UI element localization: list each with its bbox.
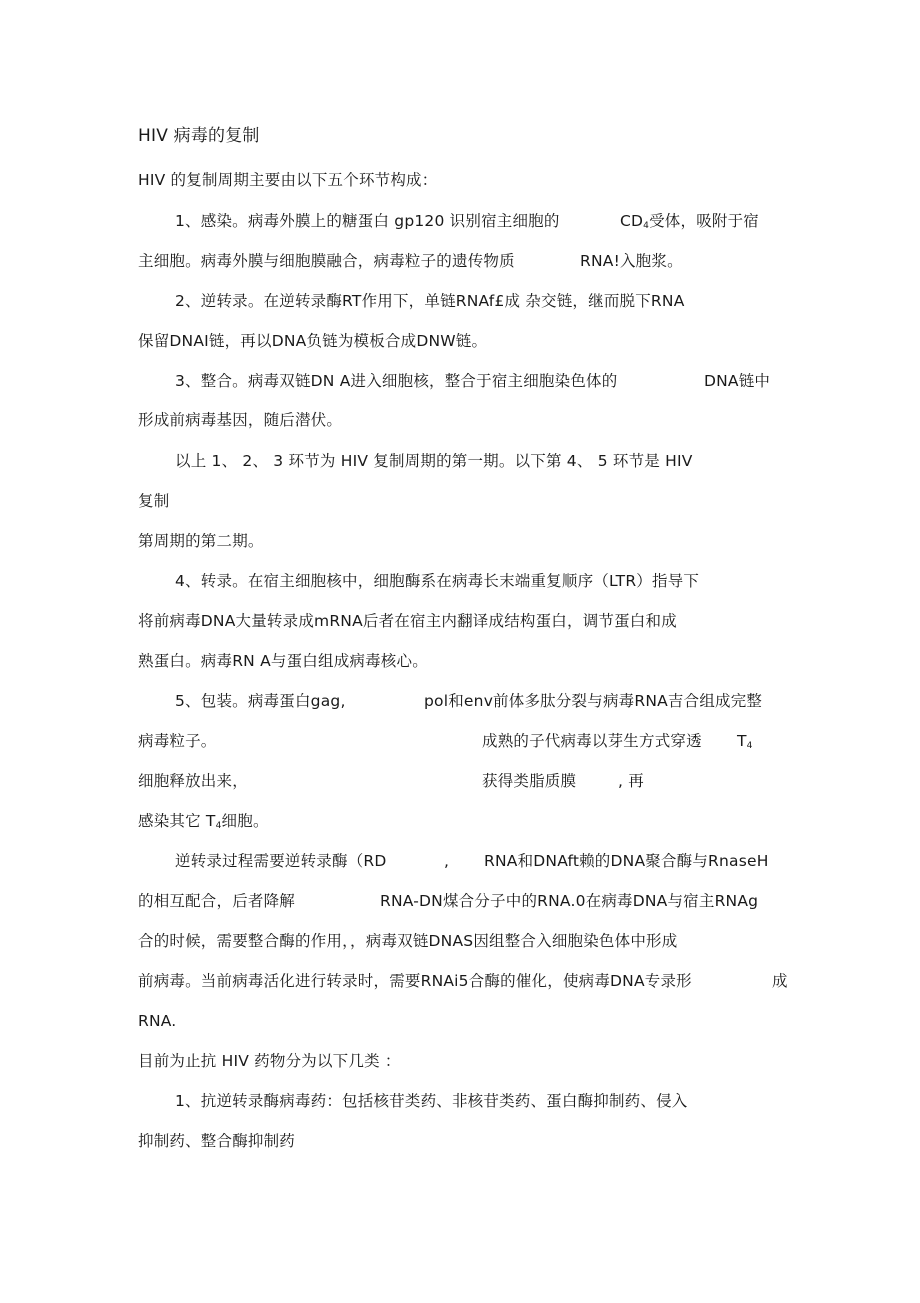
para3-line1-part1: 3、整合。病毒双链DN A进入细胞核，整合于宿主细胞染色体的 bbox=[175, 372, 618, 390]
para7-line4-part2: 成 bbox=[772, 972, 788, 990]
para7-line1-part1: 逆转录过程需要逆转录酶（RD bbox=[175, 852, 387, 870]
para3-line2: 形成前病毒基因，随后潜伏。 bbox=[138, 411, 343, 429]
para5-line2: 将前病毒DNA大量转录成mRNA后者在宿主内翻译成结构蛋白，调节蛋白和成 bbox=[138, 612, 677, 630]
para7-line1-part3: RNA和DNAft赖的DNA聚合酶与RnaseH bbox=[484, 852, 769, 870]
para7-line2-part2: RNA-DN煤合分子中的RNA.0在病毒DNA与宿主RNAg bbox=[380, 892, 759, 910]
para2-line1: 2、逆转录。在逆转录酶RT作用下，单链RNAf£成 杂交链，继而脱下RNA bbox=[175, 292, 685, 310]
para7-line3: 合的时候，需要整合酶的作用，，病毒双链DNAS因组整合入细胞染色体中形成 bbox=[138, 932, 678, 950]
para6-line4: 感染其它 $T_4$细胞。 bbox=[138, 812, 269, 831]
para6-line1-part1: 5、包装。病毒蛋白gag, bbox=[175, 692, 346, 710]
para1-line2-part1: 主细胞。病毒外膜与细胞膜融合，病毒粒子的遗传物质 bbox=[138, 252, 515, 270]
document-title: HIV 病毒的复制 bbox=[138, 126, 260, 146]
para6-line2-part3: $T_4$ bbox=[737, 732, 753, 751]
intro-line: HIV 的复制周期主要由以下五个环节构成： bbox=[138, 171, 438, 189]
para2-line2: 保留DNAI链，再以DNA负链为模板合成DNW链。 bbox=[138, 332, 488, 350]
para6-line3-part1: 细胞释放出来， bbox=[138, 772, 248, 790]
para7-line4-part1: 前病毒。当前病毒活化进行转录时，需要RNAi5合酶的催化，使病毒DNA专录形 bbox=[138, 972, 692, 990]
para9-line1: 1、抗逆转录酶病毒药：包括核苷类药、非核苷类药、蛋白酶抑制药、侵入 bbox=[175, 1092, 688, 1110]
para8-line1: 目前为止抗 HIV 药物分为以下几类 ： bbox=[138, 1052, 401, 1070]
para4-line1: 以上 1、 2、 3 环节为 HIV 复制周期的第一期。以下第 4、 5 环节是 HIV bbox=[175, 452, 693, 470]
para7-line5: RNA. bbox=[138, 1012, 177, 1030]
para4-line2: 复制 bbox=[138, 492, 170, 510]
para6-line1-part2: pol和env前体多肽分裂与病毒RNA吉合组成完整 bbox=[424, 692, 763, 710]
para7-line1-part2: , bbox=[444, 852, 450, 870]
para1-line1-part2: $CD_4$受体，吸附于宿 bbox=[620, 212, 760, 231]
para6-line2-part1: 病毒粒子。 bbox=[138, 732, 217, 750]
para7-line2-part1: 的相互配合，后者降解 bbox=[138, 892, 296, 910]
para6-line2-part2: 成熟的子代病毒以芽生方式穿透 bbox=[482, 732, 702, 750]
para3-line1-part2: DNA链中 bbox=[704, 372, 771, 390]
para6-line3-part3: , 再 bbox=[618, 772, 644, 790]
para5-line3: 熟蛋白。病毒RN A与蛋白组成病毒核心。 bbox=[138, 652, 428, 670]
para1-line1-part1: 1、感染。病毒外膜上的糖蛋白 gp120 识别宿主细胞的 bbox=[175, 212, 560, 230]
para5-line1: 4、转录。在宿主细胞核中，细胞酶系在病毒长末端重复顺序（LTR）指导下 bbox=[175, 572, 700, 590]
para1-line2-part2: RNA!入胞浆。 bbox=[580, 252, 683, 270]
para4-line3: 第周期的第二期。 bbox=[138, 532, 264, 550]
para6-line3-part2: 获得类脂质膜 bbox=[482, 772, 577, 790]
para9-line2: 抑制药、整合酶抑制药 bbox=[138, 1132, 296, 1150]
